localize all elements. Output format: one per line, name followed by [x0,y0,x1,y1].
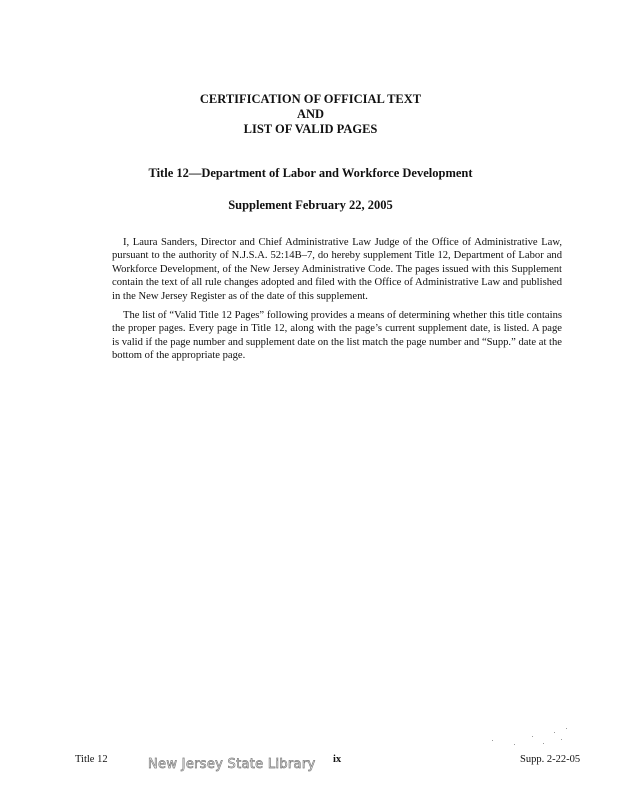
page-number: ix [333,754,342,765]
library-stamp: New Jersey State Library [148,757,316,772]
heading-line-1: CERTIFICATION OF OFFICIAL TEXT [199,92,422,106]
title-heading: Title 12—Department of Labor and Workforce Development [148,166,473,180]
certification-heading [0,92,621,137]
heading-line-3: LIST OF VALID PAGES [243,122,378,136]
supplement-date-heading: Supplement February 22, 2005 [228,198,393,212]
paragraph-valid-pages: The list of “Valid Title 12 Pages” following provides a means of determining whether this title contains the proper pages. Every page in Title 12, along with the page’s current supplement date, is listed. A page is valid if the page number and supplement date on the list match the page number and “Supp.” date at the bottom of the appropriate page. [112,310,562,362]
scan-specks [480,724,580,754]
paragraph-certification: I, Laura Sanders, Director and Chief Administrative Law Judge of the Office of Administrative Law, pursuant to the authority of N.J.S.A. 52:14B–7, do hereby supplement Title 12, Department of Labor and Workforce Development, of the New Jersey Administrative Code. The pages issued with this Supplement contain the text of all rule changes adopted and filed with the Office of Administrative Law and published in the New Jersey Register as of the date of this supplement. [112,237,562,302]
footer-title-label: Title 12 [75,754,108,765]
body-text [112,236,562,369]
heading-line-2: AND [296,107,325,121]
footer-supplement-date: Supp. 2-22-05 [520,754,581,765]
